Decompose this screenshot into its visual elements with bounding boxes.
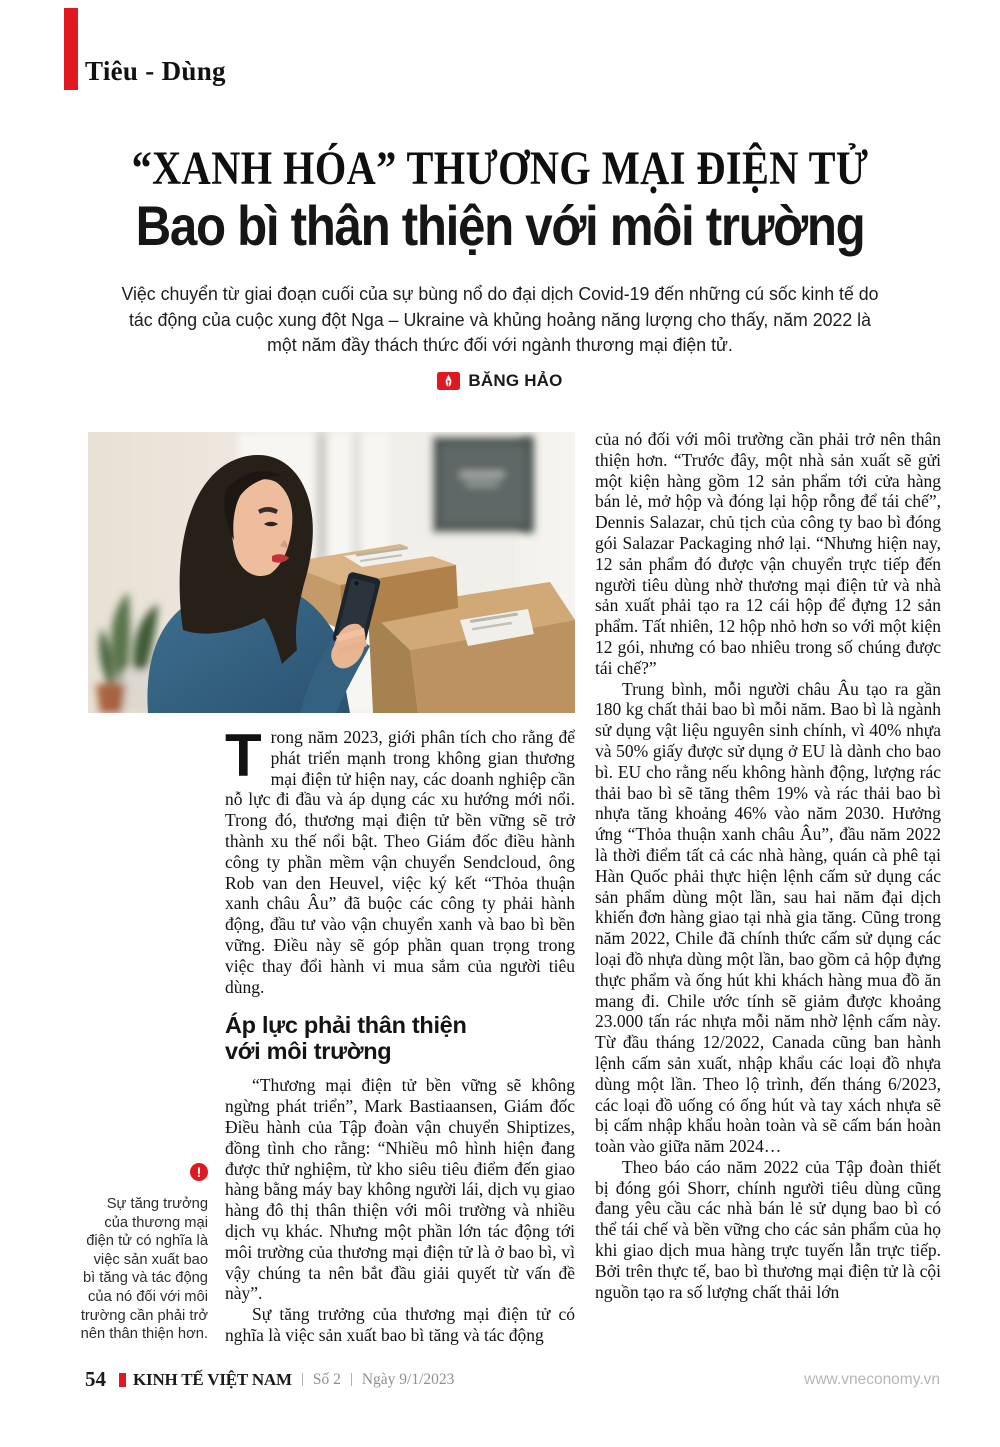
section-heading: Áp lực phải thân thiện với môi trường [225,1012,467,1065]
page-footer [85,1367,940,1392]
kicker-red-bar [64,8,78,90]
pen-icon [437,372,460,390]
paragraph: Sự tăng trưởng của thương mại điện tử có nghĩa là việc sản xuất bao bì tăng và tác động [225,1304,575,1345]
issue-label: Số 2 [312,1370,341,1388]
pull-quote-text: Sự tăng trưởng của thương mại điện tử có nghĩa là việc sản xuất bao bì tăng và tác động của nó đối với môi trường cần phải trở nên thân thiện hơn. [80,1195,208,1343]
article-column-left [225,722,575,1346]
brand-red-bar [119,1373,126,1387]
paragraph: Theo báo cáo năm 2022 của Tập đoàn thiết bị đóng gói Shorr, chính người tiêu dùng cũng đang yêu cầu các nhà bán lẻ sử dụng bao bì có thể tái chế và bền vững cho các sản phẩm của họ khi giao dịch mua hàng trực tuyến lẫn trực tiếp. Bởi trên thực tế, bao bì thương mại điện tử là cội nguồn tạo ra số lượng chất thải lớn [595,1156,941,1302]
exclamation-icon: ! [190,1163,208,1181]
byline [0,371,1000,391]
article-photo [88,432,575,713]
paragraph-text: rong năm 2023, giới phân tích cho rằng để phát triển mạnh trong không gian thương mại điện tử hiện nay, các doanh nghiệp cần nỗ lực đi đầu và áp dụng các xu hướng mới nổi. Trong đó, thương mại điện tử bền vững sẽ trở thành xu thế nổi bật. Theo Giám đốc điều hành công ty phần mềm vận chuyển Sendcloud, ông Rob van den Heuvel, việc ký kết “Thỏa thuận xanh châu Âu” đã buộc các công ty phải hành động, đầu tư vào vận chuyển xanh và bao bì bền vững. Điều này sẽ góp phần quan trọng trong việc thay đổi hành vi mua sắm của người tiêu dùng. [225,727,575,997]
footer-separator: | [349,1371,353,1387]
paragraph: Trung bình, mỗi người châu Âu tạo ra gần 180 kg chất thải bao bì mỗi năm. Bao bì là ngành sử dụng vật liệu nguyên sinh chính, vì 40% nhựa và 50% giấy được sử dụng ở EU là dành cho bao bì. EU cho rằng nếu không hành động, lượng rác thải bao bì sẽ tăng thêm 19% và rác thải bao bì nhựa tăng khoảng 46% vào năm 2030. Hưởng ứng “Thỏa thuận xanh châu Âu”, đầu năm 2022 là thời điểm tất cả các nhà hàng, quán cà phê tại Hàn Quốc phải thực hiện lệnh cấm sử dụng các sản phẩm dùng một lần, sau hai năm đại dịch khiến đơn hàng giao tại nhà gia tăng. Cũng trong năm 2022, Chile đã chính thức cấm sử dụng các loại đồ nhựa dùng một lần, bao gồm cả hộp đựng thực phẩm và ống hút khi khách hàng mua đồ ăn mang đi. Chile ước tính sẽ giảm được khoảng 23.000 tấn rác nhựa mỗi năm nhờ lệnh cấm này. Từ đầu tháng 12/2022, Canada cũng ban hành lệnh cấm sản xuất, nhập khẩu các loại đồ nhựa dùng một lần. Theo lộ trình, đến tháng 6/2023, các loại đồ uống có ống hút và tay xách nhựa sẽ bị cấm nhập khẩu hoàn toàn và sẽ cấm bán hoàn toàn vào giữa năm 2024… [595,678,941,1157]
article-column-right [595,429,941,1302]
author-name: BĂNG HẢO [468,371,563,390]
drop-cap: T [225,722,262,789]
footer-separator: | [300,1371,304,1387]
paragraph: “Thương mại điện tử bền vững sẽ không ngừng phát triển”, Mark Bastiaansen, Giám đốc Điều hành của Tập đoàn vận chuyển Shiptizes, đồng tình cho rằng: “Nhiều mô hình hiện đang được thử nghiệm, từ kho siêu tiêu điểm đến giao hàng bằng máy bay không người lái, dịch vụ giao hàng đô thị thân thiện với môi trường và nhiều dịch vụ khác. Nhưng một phần lớn tác động tới môi trường của thương mại điện tử là ở bao bì, vì vậy chúng ta nên bắt đầu giải quyết từ vấn đề này”. [225,1075,575,1304]
paragraph-dropcap [225,722,575,997]
website-url: www.vneconomy.vn [804,1370,940,1388]
article-title: Bao bì thân thiện với môi trường [135,194,865,257]
paragraph: của nó đối với môi trường cần phải trở nên thân thiện hơn. “Trước đây, một nhà sản xuất sẽ gửi một kiện hàng gồm 12 sản phẩm tới cửa hàng bán lẻ, mở hộp và đóng lại hộp rỗng để tái chế”, Dennis Salazar, chủ tịch của công ty bao bì đóng gói Salazar Packaging nhớ lại. “Nhưng hiện nay, 12 sản phẩm đó được vận chuyển trực tiếp đến người tiêu dùng nhờ thương mại điện tử và nhà sản xuất phải tạo ra 12 cái hộp để đựng 12 sản phẩm. Tất nhiên, 12 hộp nhỏ hơn so với một kiện 12 gói, nhưng có bao nhiêu trong số chúng được tái chế?” [595,429,941,678]
section-kicker: Tiêu - Dùng [85,56,226,86]
publication-name: KINH TẾ VIỆT NAM [133,1369,292,1389]
date-label: Ngày 9/1/2023 [361,1370,455,1388]
article-lede: Việc chuyển từ giai đoạn cuối của sự bùng nổ do đại dịch Covid-19 đến những cú sốc kinh tế do tác động của cuộc xung đột Nga – Ukraine và khủng hoảng năng lượng cho thấy, năm 2022 là một năm đầy thách thức đối với ngành thương mại điện tử. [121,283,879,355]
article-overtitle: “XANH HÓA” THƯƠNG MẠI ĐIỆN TỬ [131,142,869,195]
page-number: 54 [85,1367,106,1391]
photo-illustration [88,432,575,713]
pull-quote [78,1163,208,1344]
